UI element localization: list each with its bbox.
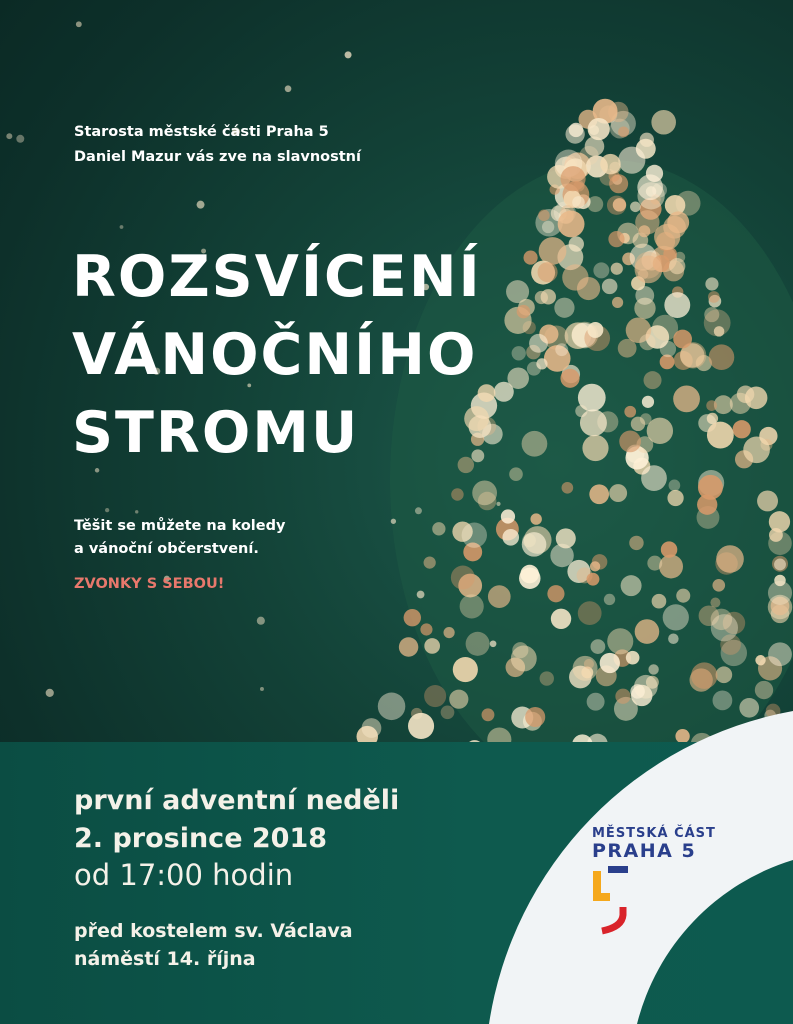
event-date-text: 2. prosince 2018 <box>74 823 328 854</box>
event-date <box>74 782 399 858</box>
subtitle-line: a vánoční občerstvení. <box>74 541 259 557</box>
logo-line2: PRAHA 5 <box>592 840 697 862</box>
title-line: ROZSVÍCENÍ <box>72 244 482 310</box>
invitation-intro <box>74 120 361 170</box>
bells-note: ZVONKY S SEBOU! <box>74 576 225 592</box>
intro-line: Starosta městské části Praha 5 <box>74 124 329 140</box>
title-line: STROMU <box>72 400 360 466</box>
praha5-logo-mark-icon <box>592 865 642 935</box>
subtitle <box>74 515 285 561</box>
intro-line: Daniel Mazur vás zve na slavnostní <box>74 149 361 165</box>
praha5-logo <box>592 826 716 935</box>
title-line: VÁNOČNÍHO <box>72 322 478 388</box>
logo-line1: MĚSTSKÁ ČÁST <box>592 826 716 841</box>
event-time: od 17:00 hodin <box>74 858 294 892</box>
subtitle-line: Těšit se můžete na koledy <box>74 518 286 534</box>
event-place <box>74 917 353 973</box>
event-day: první adventní neděli <box>74 785 400 816</box>
page-title <box>72 238 482 472</box>
place-line: náměstí 14. října <box>74 948 256 970</box>
place-line: před kostelem sv. Václava <box>74 920 353 942</box>
